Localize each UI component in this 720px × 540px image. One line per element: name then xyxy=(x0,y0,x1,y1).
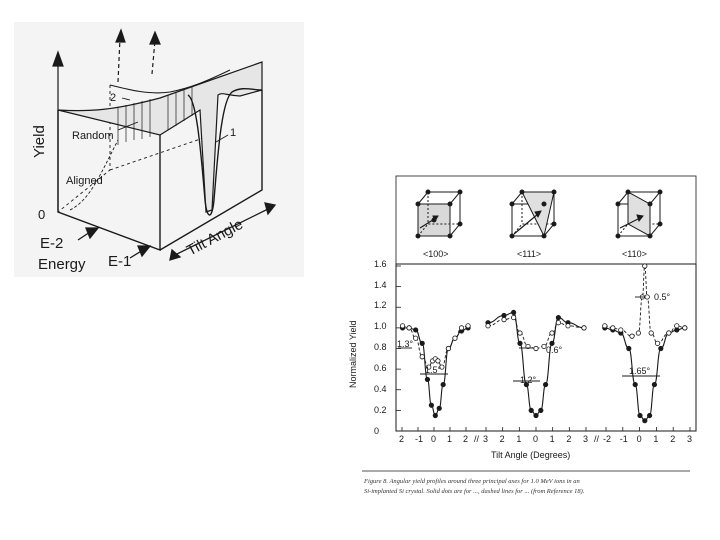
data-point-solid xyxy=(433,413,437,417)
data-point-solid xyxy=(638,413,642,417)
data-point-open xyxy=(667,331,671,335)
ytick-1: 0.2 xyxy=(374,405,387,415)
data-point-open xyxy=(645,295,649,299)
annotation-1-5: 1.5° xyxy=(425,365,442,375)
x-tick-label: 0 xyxy=(533,434,539,444)
data-point-solid xyxy=(429,403,433,407)
data-point-open xyxy=(518,331,522,335)
data-point-open xyxy=(603,324,607,328)
yield-label: Yield xyxy=(31,125,48,158)
zero-label: 0 xyxy=(38,207,46,222)
data-point-solid xyxy=(659,346,663,350)
crystal-label-110: <110> xyxy=(622,249,647,259)
x-tick-label: 2 xyxy=(499,434,505,444)
x-tick-label: 3 xyxy=(583,434,589,444)
data-point-solid xyxy=(647,413,651,417)
data-point-open xyxy=(459,326,463,330)
data-point-open xyxy=(400,324,404,328)
caption-line-2: Si-implanted Si crystal. Solid dots are for ..., dashed lines for ... (from Reference 18). xyxy=(364,488,585,495)
data-point-solid xyxy=(539,408,543,412)
ytick-0: 0 xyxy=(374,426,380,436)
data-point-open xyxy=(655,341,659,345)
x-tick-label: 0 xyxy=(431,434,437,444)
data-point-open xyxy=(407,326,411,330)
crystal-label-100: <100> xyxy=(423,249,449,259)
data-point-open xyxy=(643,264,647,268)
crystal-label-111: <111> xyxy=(517,249,542,259)
ytick-8: 1.6 xyxy=(374,259,387,269)
data-point-solid xyxy=(518,341,522,345)
x-tick-label: 0 xyxy=(636,434,642,444)
x-tick-label: 1 xyxy=(549,434,555,444)
x-tick-label: 2 xyxy=(399,434,405,444)
tilt-angle-label: Tilt Angle xyxy=(183,215,246,260)
annotation-0-6: 0.6° xyxy=(546,345,563,355)
annotation-1-3: 1.3° xyxy=(397,339,414,349)
data-point-open xyxy=(502,317,506,321)
data-point-open xyxy=(630,334,634,338)
data-point-solid xyxy=(511,310,515,314)
ytick-4: 0.8 xyxy=(374,342,387,352)
ytick-3: 0.6 xyxy=(374,363,387,373)
x-tick-label: -1 xyxy=(619,434,628,444)
data-point-open xyxy=(550,331,554,335)
annotation-0-5: 0.5° xyxy=(654,292,671,302)
x-tick-label: 1 xyxy=(516,434,522,444)
data-point-open xyxy=(636,331,640,335)
ytick-5: 1.0 xyxy=(374,321,387,331)
data-point-open xyxy=(420,355,424,359)
data-point-open xyxy=(649,331,653,335)
data-point-solid xyxy=(425,377,429,381)
data-point-solid xyxy=(643,418,647,422)
y-axis-label: Normalized Yield xyxy=(348,320,358,388)
curve1-label: 1 xyxy=(230,127,237,139)
data-point-solid xyxy=(534,413,538,417)
data-point-open xyxy=(675,324,679,328)
data-point-open xyxy=(446,346,450,350)
energy-label: Energy xyxy=(38,256,86,273)
x-tick-label: 3 xyxy=(483,434,489,444)
x-tick-label: 1 xyxy=(653,434,659,444)
ytick-6: 1.2 xyxy=(374,300,387,310)
axis-break-mark: // xyxy=(474,434,480,444)
data-point-solid xyxy=(529,408,533,412)
data-point-solid xyxy=(420,341,424,345)
data-point-solid xyxy=(633,382,637,386)
annotation-1-65: 1.65° xyxy=(629,366,651,376)
data-point-open xyxy=(453,336,457,340)
x-tick-label: 2 xyxy=(463,434,469,444)
data-point-solid xyxy=(543,382,547,386)
data-point-open xyxy=(582,326,586,330)
e1-label: E-1 xyxy=(108,253,132,270)
data-point-open xyxy=(511,315,515,319)
series-line-solid xyxy=(488,312,584,415)
ytick-2: 0.4 xyxy=(374,384,387,394)
data-point-solid xyxy=(441,382,445,386)
data-point-open xyxy=(436,359,440,363)
data-point-open xyxy=(556,321,560,325)
ytick-7: 1.4 xyxy=(374,280,387,290)
data-point-open xyxy=(619,328,623,332)
data-point-open xyxy=(466,324,470,328)
data-point-open xyxy=(683,326,687,330)
caption-line-1: Figure 8. Angular yield profiles around three principal axes for 1.0 MeV ions in an xyxy=(364,478,580,485)
x-tick-label: -2 xyxy=(603,434,612,444)
data-point-open xyxy=(486,324,490,328)
data-point-solid xyxy=(437,406,441,410)
x-tick-label: 3 xyxy=(687,434,693,444)
data-point-solid xyxy=(652,382,656,386)
random-label: Random xyxy=(72,130,114,142)
x-tick-label: 1 xyxy=(447,434,453,444)
data-point-open xyxy=(566,324,570,328)
data-point-solid xyxy=(413,328,417,332)
x-tick-label: -1 xyxy=(415,434,424,444)
x-axis-label: Tilt Angle (Degrees) xyxy=(491,450,571,460)
x-tick-label: 2 xyxy=(670,434,676,444)
data-point-open xyxy=(413,336,417,340)
axis-break-mark: // xyxy=(594,434,600,444)
annotation-1-2: 1.2° xyxy=(520,375,537,385)
y-tick-labels xyxy=(374,259,387,436)
data-point-solid xyxy=(627,346,631,350)
data-point-solid xyxy=(556,315,560,319)
e2-label: E-2 xyxy=(40,235,64,252)
data-point-open xyxy=(611,326,615,330)
x-tick-label: 2 xyxy=(566,434,572,444)
curve2-label: 2 xyxy=(110,92,117,104)
plot-layer xyxy=(396,264,692,444)
aligned-label: Aligned xyxy=(66,175,103,187)
data-point-open xyxy=(534,346,538,350)
